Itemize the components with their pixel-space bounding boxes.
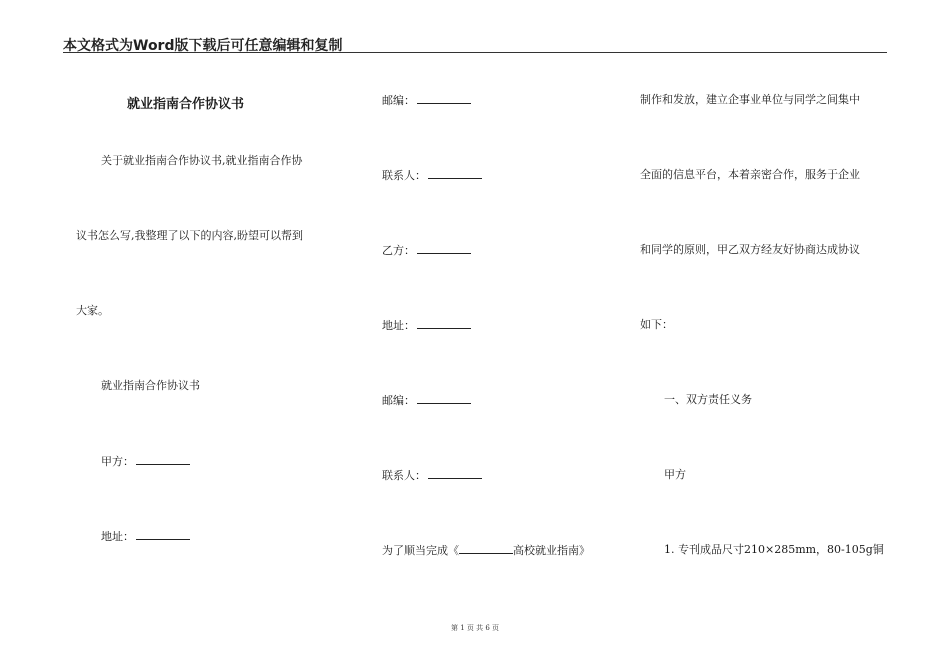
contact-a-label: 联系人： <box>382 169 426 182</box>
body-line-2: 全面的信息平台，本着亲密合作，服务于企业 <box>640 168 860 181</box>
contact-a-blank <box>428 168 482 179</box>
purpose-line <box>382 543 590 558</box>
party-b-line <box>382 243 471 258</box>
body-line-1: 制作和发放，建立企事业单位与同学之间集中 <box>640 93 860 106</box>
address-b-label: 地址： <box>382 319 415 332</box>
contact-b-line <box>382 468 482 483</box>
section-heading-1: 一、双方责任义务 <box>664 393 752 406</box>
postcode-b-label: 邮编： <box>382 394 415 407</box>
document-title: 就业指南合作协议书 <box>127 97 245 112</box>
address-b-blank <box>417 318 471 329</box>
contact-b-blank <box>428 468 482 479</box>
postcode-a-blank <box>417 93 471 104</box>
intro-line-1: 关于就业指南合作协议书,就业指南合作协 <box>101 154 303 167</box>
contact-a-line <box>382 168 482 183</box>
page-footer: 第 1 页 共 6 页 <box>450 624 500 632</box>
party-a-line <box>101 454 190 469</box>
agreement-subtitle: 就业指南合作协议书 <box>101 379 200 392</box>
body-line-4: 如下： <box>640 318 673 331</box>
address-a-blank <box>136 529 190 540</box>
postcode-a-line <box>382 93 471 108</box>
intro-line-3: 大家。 <box>76 304 109 317</box>
purpose-blank <box>459 543 513 554</box>
party-a-heading: 甲方 <box>664 468 686 481</box>
address-a-line <box>101 529 190 544</box>
party-b-blank <box>417 243 471 254</box>
postcode-b-line <box>382 393 471 408</box>
contact-b-label: 联系人： <box>382 469 426 482</box>
purpose-prefix: 为了顺当完成《 <box>382 544 459 557</box>
header-text: 本文格式为Word版下载后可任意编辑和复制 <box>63 38 343 54</box>
body-line-3: 和同学的原则，甲乙双方经友好协商达成协议 <box>640 243 860 256</box>
party-a-blank <box>136 454 190 465</box>
party-a-label: 甲方： <box>101 455 134 468</box>
postcode-a-label: 邮编： <box>382 94 415 107</box>
address-a-label: 地址： <box>101 530 134 543</box>
purpose-suffix: 高校就业指南》 <box>513 544 590 557</box>
item-1: 1. 专刊成品尺寸210×285mm，80-105g铜 <box>664 543 884 556</box>
postcode-b-blank <box>417 393 471 404</box>
page-header <box>63 30 887 53</box>
address-b-line <box>382 318 471 333</box>
party-b-label: 乙方： <box>382 244 415 257</box>
intro-line-2: 议书怎么写,我整理了以下的内容,盼望可以帮到 <box>76 229 303 242</box>
